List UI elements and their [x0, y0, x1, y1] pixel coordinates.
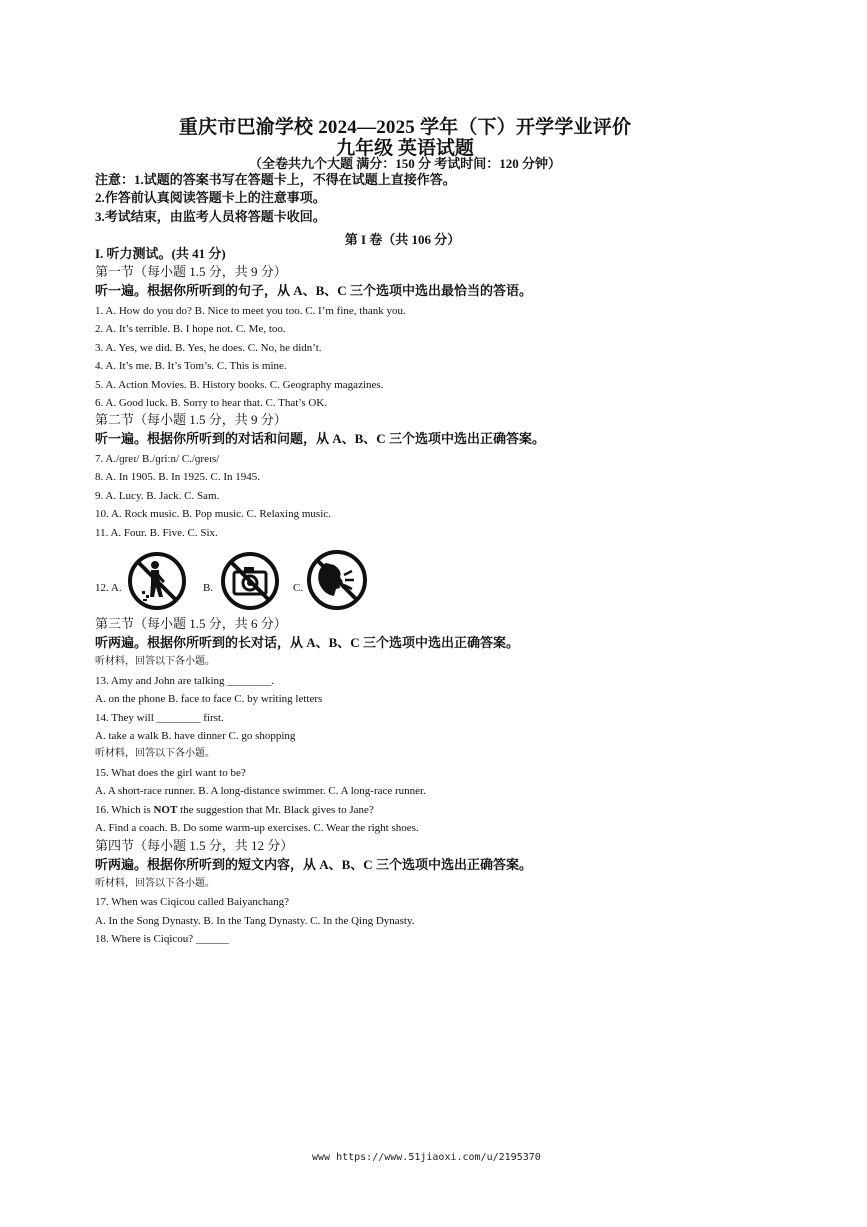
- question-16: [95, 803, 374, 817]
- q12-label-a: 12. A.: [95, 582, 122, 594]
- sec3-instruction: 听两遍。根据你所听到的长对话，从 A、B、C 三个选项中选出正确答案。: [95, 635, 519, 650]
- sec3-title: 第三节（每小题 1.5 分，共 6 分）: [95, 616, 287, 631]
- sec4-instruction: 听两遍。根据你所听到的短文内容，从 A、B、C 三个选项中选出正确答案。: [95, 857, 532, 872]
- question-7: 7. A./ɡreɪ/ B./ɡriːn/ C./ɡreɪs/: [95, 453, 220, 465]
- listen-prompt: 听材料，回答以下各小题。: [95, 656, 215, 667]
- question-16-suffix: the suggestion that Mr. Black gives to Jane?: [177, 804, 374, 816]
- note-3: 3.考试结束，由监考人员将答题卡收回。: [95, 209, 326, 224]
- q12-label-c: C.: [293, 582, 304, 594]
- question-16-emphasis: NOT: [153, 804, 178, 816]
- question-3: 3. A. Yes, we did. B. Yes, he does. C. No, he didn’t.: [95, 342, 322, 354]
- question-2: 2. A. It’s terrible. B. I hope not. C. Me, too.: [95, 323, 286, 335]
- volume-title: 第 I 卷（共 106 分）: [344, 232, 461, 247]
- question-17: 17. When was Ciqicou called Baiyanchang?: [95, 896, 290, 908]
- listen-prompt: 听材料，回答以下各小题。: [95, 748, 215, 759]
- q12-label-b: B.: [203, 582, 214, 594]
- question-17-options: A. In the Song Dynasty. B. In the Tang Dynasty. C. In the Qing Dynasty.: [95, 915, 415, 927]
- question-16-prefix: 16. Which is: [95, 804, 154, 816]
- part1-title: I. 听力测试。(共 41 分): [95, 246, 226, 261]
- question-14-options: A. take a walk B. have dinner C. go shopping: [95, 730, 296, 742]
- listen-prompt: 听材料，回答以下各小题。: [95, 878, 215, 889]
- question-15: 15. What does the girl want to be?: [95, 767, 246, 779]
- note-1: 注意：1.试题的答案书写在答题卡上，不得在试题上直接作答。: [95, 172, 456, 187]
- question-10: 10. A. Rock music. B. Pop music. C. Relaxing music.: [95, 508, 331, 520]
- question-18: 18. Where is Ciqicou? ______: [95, 933, 229, 945]
- question-14: 14. They will ________ first.: [95, 712, 224, 724]
- question-8: 8. A. In 1905. B. In 1925. C. In 1945.: [95, 471, 260, 483]
- exam-meta: （全卷共九个大题 满分：150 分 考试时间：120 分钟）: [248, 156, 561, 171]
- question-5: 5. A. Action Movies. B. History books. C. Geography magazines.: [95, 379, 384, 391]
- exam-subtitle: 九年级 英语试题: [336, 138, 474, 159]
- no-loud-noise-icon: [306, 549, 368, 611]
- question-9: 9. A. Lucy. B. Jack. C. Sam.: [95, 490, 220, 502]
- question-13: 13. Amy and John are talking ________.: [95, 675, 275, 687]
- sec1-title: 第一节（每小题 1.5 分，共 9 分）: [95, 264, 287, 279]
- footer-watermark-link[interactable]: www https://www.51jiaoxi.com/u/2195370: [312, 1152, 541, 1163]
- sec2-title: 第二节（每小题 1.5 分，共 9 分）: [95, 412, 287, 427]
- sec1-instruction: 听一遍。根据你所听到的句子，从 A、B、C 三个选项中选出最恰当的答语。: [95, 283, 532, 298]
- no-littering-icon: [127, 551, 187, 611]
- exam-title: 重庆市巴渝学校 2024—2025 学年（下）开学学业评价: [178, 117, 632, 138]
- question-16-options: A. Find a coach. B. Do some warm-up exercises. C. Wear the right shoes.: [95, 822, 419, 834]
- question-11: 11. A. Four. B. Five. C. Six.: [95, 527, 218, 539]
- sec2-instruction: 听一遍。根据你所听到的对话和问题，从 A、B、C 三个选项中选出正确答案。: [95, 431, 545, 446]
- question-4: 4. A. It’s me. B. It’s Tom’s. C. This is mine.: [95, 360, 287, 372]
- question-1: 1. A. How do you do? B. Nice to meet you too. C. I’m fine, thank you.: [95, 305, 406, 317]
- question-13-options: A. on the phone B. face to face C. by writing letters: [95, 693, 323, 705]
- question-6: 6. A. Good luck. B. Sorry to hear that. C. That’s OK.: [95, 397, 327, 409]
- no-photography-icon: [220, 551, 280, 611]
- sec4-title: 第四节（每小题 1.5 分，共 12 分）: [95, 838, 294, 853]
- question-15-options: A. A short-race runner. B. A long-distance swimmer. C. A long-race runner.: [95, 785, 426, 797]
- note-2: 2.作答前认真阅读答题卡上的注意事项。: [95, 190, 326, 205]
